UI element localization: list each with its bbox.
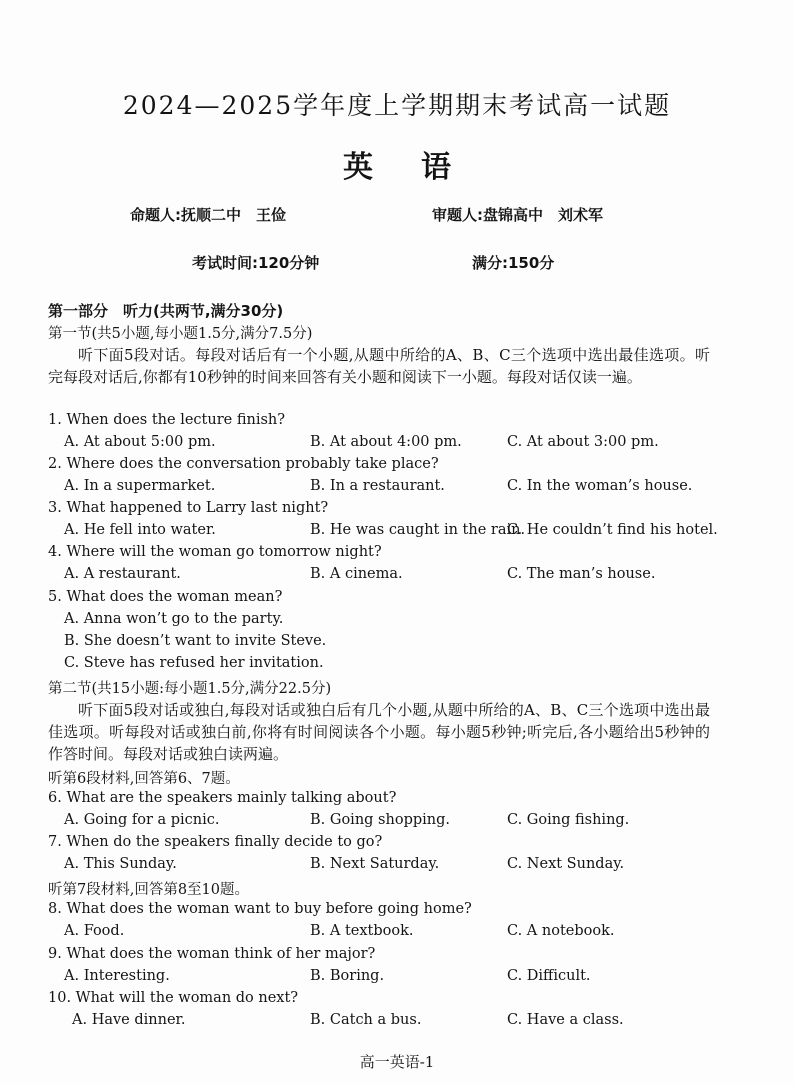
- subject-title: 英语: [343, 150, 499, 185]
- q3-option-b: B. He was caught in the rain.: [310, 522, 526, 538]
- q1-option-a: A. At about 5:00 pm.: [64, 434, 216, 450]
- q6-option-c: C. Going fishing.: [507, 812, 630, 828]
- section2-heading: 第二节(共15小题:每小题1.5分,满分22.5分): [48, 681, 332, 697]
- exam-time: 考试时间:120分钟: [192, 254, 320, 272]
- question-6: 6. What are the speakers mainly talking about?: [48, 790, 397, 806]
- question-4: 4. Where will the woman go tomorrow night?: [48, 544, 382, 560]
- question-9: 9. What does the woman think of her major?: [48, 946, 376, 962]
- reviewer-line: 审题人:盘锦高中 刘术军: [432, 206, 603, 224]
- section1-instructions: 听下面5段对话。每段对话后有一个小题,从题中所给的A、B、C三个选项中选出最佳选项。听完每段对话后,你都有10秒钟的时间来回答有关小题和阅读下一小题。每段对话仅读一遍。: [48, 346, 710, 386]
- q8-option-c: C. A notebook.: [507, 923, 615, 939]
- setter-line: 命题人:抚顺二中 王俭: [130, 206, 286, 224]
- q9-option-c: C. Difficult.: [507, 968, 591, 984]
- section1-heading: 第一节(共5小题,每小题1.5分,满分7.5分): [48, 326, 313, 342]
- q3-option-a: A. He fell into water.: [64, 522, 216, 538]
- q4-option-c: C. The man’s house.: [507, 566, 656, 582]
- question-8: 8. What does the woman want to buy before going home?: [48, 901, 472, 917]
- question-5: 5. What does the woman mean?: [48, 589, 283, 605]
- question-10: 10. What will the woman do next?: [48, 990, 299, 1006]
- q10-option-b: B. Catch a bus.: [310, 1012, 422, 1028]
- q2-option-a: A. In a supermarket.: [64, 478, 216, 494]
- q4-option-b: B. A cinema.: [310, 566, 403, 582]
- section2-instructions: 听下面5段对话或独白,每段对话或独白后有几个小题,从题中所给的A、B、C三个选项中选出最佳选项。听每段对话或独白前,你将有时间阅读各个小题。每小题5秒钟;听完后,各小题给出5秒钟的作答时间。每段对话或独白读两遍。: [48, 701, 710, 763]
- q8-option-a: A. Food.: [64, 923, 125, 939]
- q7-option-b: B. Next Saturday.: [310, 856, 440, 872]
- full-score: 满分:150分: [472, 254, 555, 272]
- q5-option-c: C. Steve has refused her invitation.: [64, 655, 324, 671]
- q5-option-a: A. Anna won’t go to the party.: [64, 611, 284, 627]
- q8-option-b: B. A textbook.: [310, 923, 414, 939]
- question-7: 7. When do the speakers finally decide to go?: [48, 834, 383, 850]
- q10-option-c: C. Have a class.: [507, 1012, 624, 1028]
- q7-option-c: C. Next Sunday.: [507, 856, 625, 872]
- question-3: 3. What happened to Larry last night?: [48, 500, 329, 516]
- question-1: 1. When does the lecture finish?: [48, 412, 286, 428]
- q10-option-a: A. Have dinner.: [72, 1012, 186, 1028]
- q5-option-b: B. She doesn’t want to invite Steve.: [64, 633, 327, 649]
- part1-heading: 第一部分 听力(共两节,满分30分): [48, 302, 284, 320]
- q6-option-b: B. Going shopping.: [310, 812, 450, 828]
- q3-option-c: C. He couldn’t find his hotel.: [507, 522, 718, 538]
- page-footer: 高一英语-1: [359, 1053, 435, 1071]
- material6-note: 听第6段材料,回答第6、7题。: [48, 771, 240, 787]
- q2-option-c: C. In the woman’s house.: [507, 478, 693, 494]
- q1-option-b: B. At about 4:00 pm.: [310, 434, 462, 450]
- material7-note: 听第7段材料,回答第8至10题。: [48, 882, 250, 898]
- q6-option-a: A. Going for a picnic.: [64, 812, 220, 828]
- q4-option-a: A. A restaurant.: [64, 566, 181, 582]
- exam-title: 2024—2025学年度上学期期末考试高一试题: [122, 91, 672, 120]
- q9-option-a: A. Interesting.: [64, 968, 170, 984]
- question-2: 2. Where does the conversation probably take place?: [48, 456, 439, 472]
- q7-option-a: A. This Sunday.: [64, 856, 177, 872]
- q1-option-c: C. At about 3:00 pm.: [507, 434, 659, 450]
- q2-option-b: B. In a restaurant.: [310, 478, 445, 494]
- q9-option-b: B. Boring.: [310, 968, 385, 984]
